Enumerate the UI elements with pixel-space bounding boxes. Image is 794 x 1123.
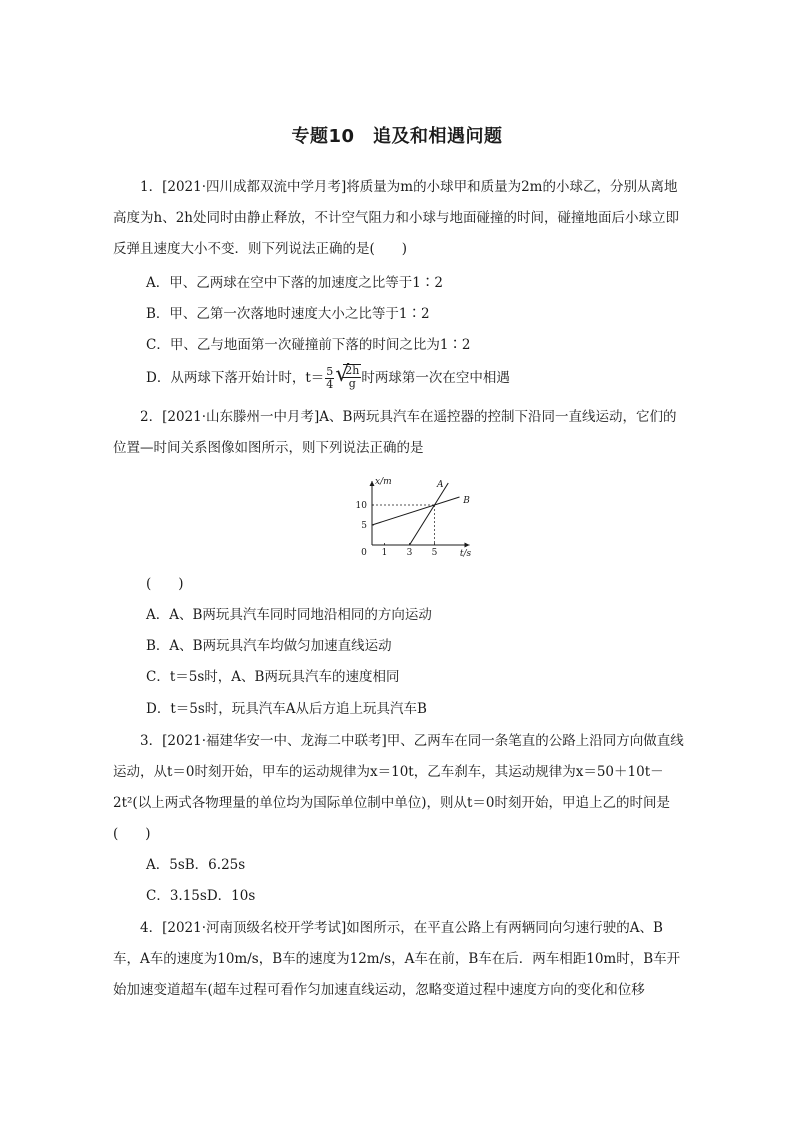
series-label-b: B <box>463 496 470 506</box>
question-1-option-c: C．甲、乙与地面第一次碰撞前下落的时间之比为1∶2 <box>146 337 471 353</box>
origin-label: 0 <box>361 548 367 558</box>
question-1-option-d <box>146 364 510 393</box>
page-title: 专题10 追及和相遇问题 <box>291 126 503 147</box>
series-line-b <box>372 497 460 525</box>
fraction-denominator: 4 <box>326 378 334 391</box>
question-3-options-ab: A．5sB．6.25s <box>146 857 246 873</box>
question-2-option-c: C．t＝5s时，A、B两玩具汽车的速度相同 <box>146 669 400 685</box>
question-1-stem: 1．[2021·四川成都双流中学月考]将质量为m的小球甲和质量为2m的小球乙，分别从离地高度为h、2h处同时由静止释放，不计空气阻力和小球与地面碰撞的时间，碰撞地面后小球立即反弹且速度大小不变．则下列说法正确的是( ) <box>113 179 679 257</box>
sqrt-numerator: 2h <box>345 364 360 377</box>
question-2-option-a: A．A、B两玩具汽车同时同地沿相同的方向运动 <box>146 607 432 623</box>
position-time-chart <box>350 473 480 559</box>
y-tick-label: 10 <box>355 501 367 511</box>
question-1-option-b: B．甲、乙第一次落地时速度大小之比等于1∶2 <box>146 306 430 322</box>
question-2-answer-blank: ( ) <box>146 576 184 592</box>
x-tick-label: 1 <box>381 548 388 558</box>
square-root <box>335 364 361 393</box>
y-tick-label: 5 <box>361 521 367 531</box>
question-2-option-b: B．A、B两玩具汽车均做匀加速直线运动 <box>146 638 392 654</box>
question-2-option-d: D．t＝5s时，玩具汽车A从后方追上玩具汽车B <box>146 701 427 717</box>
fraction-numerator: 5 <box>326 365 334 378</box>
sqrt-denominator: g <box>348 377 356 390</box>
x-axis-label: t/s <box>459 549 472 559</box>
radical-sign-icon: √ <box>335 362 350 387</box>
question-4-stem: 4．[2021·河南顶级名校开学考试]如图所示，在平直公路上有两辆同向匀速行驶的A、B车，A车的速度为10m/s，B车的速度为12m/s，A车在前，B车在后．两车相距10m时，B车开始加速变道超车(超车过程可看作匀加速直线运动，忽略变道过程中速度方向的变化和位移 <box>113 920 681 998</box>
y-axis-label: x/m <box>375 477 392 487</box>
series-line-a <box>410 483 449 545</box>
option-d-prefix: D．从两球下落开始计时，t＝ <box>146 370 325 386</box>
question-3-stem: 3．[2021·福建华安一中、龙海二中联考]甲、乙两车在同一条笔直的公路上沿同方向做直线运动，从t＝0时刻开始，甲车的运动规律为x＝10t，乙车刹车，其运动规律为x＝50＋10t－2t²(以上两式各物理量的单位均为国际单位制中单位)，则从t＝0时刻开始，甲追上乙的时间是( ) <box>113 733 684 842</box>
fraction <box>325 366 334 391</box>
x-tick-label: 3 <box>406 548 413 558</box>
question-2-stem: 2．[2021·山东滕州一中月考]A、B两玩具汽车在遥控器的控制下沿同一直线运动，它们的位置—时间关系图像如图所示，则下列说法正确的是 <box>113 409 677 456</box>
option-d-suffix: 时两球第一次在空中相遇 <box>361 370 510 386</box>
y-axis-arrow-icon <box>370 481 375 486</box>
x-axis-arrow-icon <box>465 543 470 548</box>
x-tick-label: 5 <box>431 548 438 558</box>
question-3-options-cd: C．3.15sD．10s <box>146 888 256 904</box>
question-1-option-a: A．甲、乙两球在空中下落的加速度之比等于1∶2 <box>146 275 443 291</box>
series-label-a: A <box>437 480 444 490</box>
